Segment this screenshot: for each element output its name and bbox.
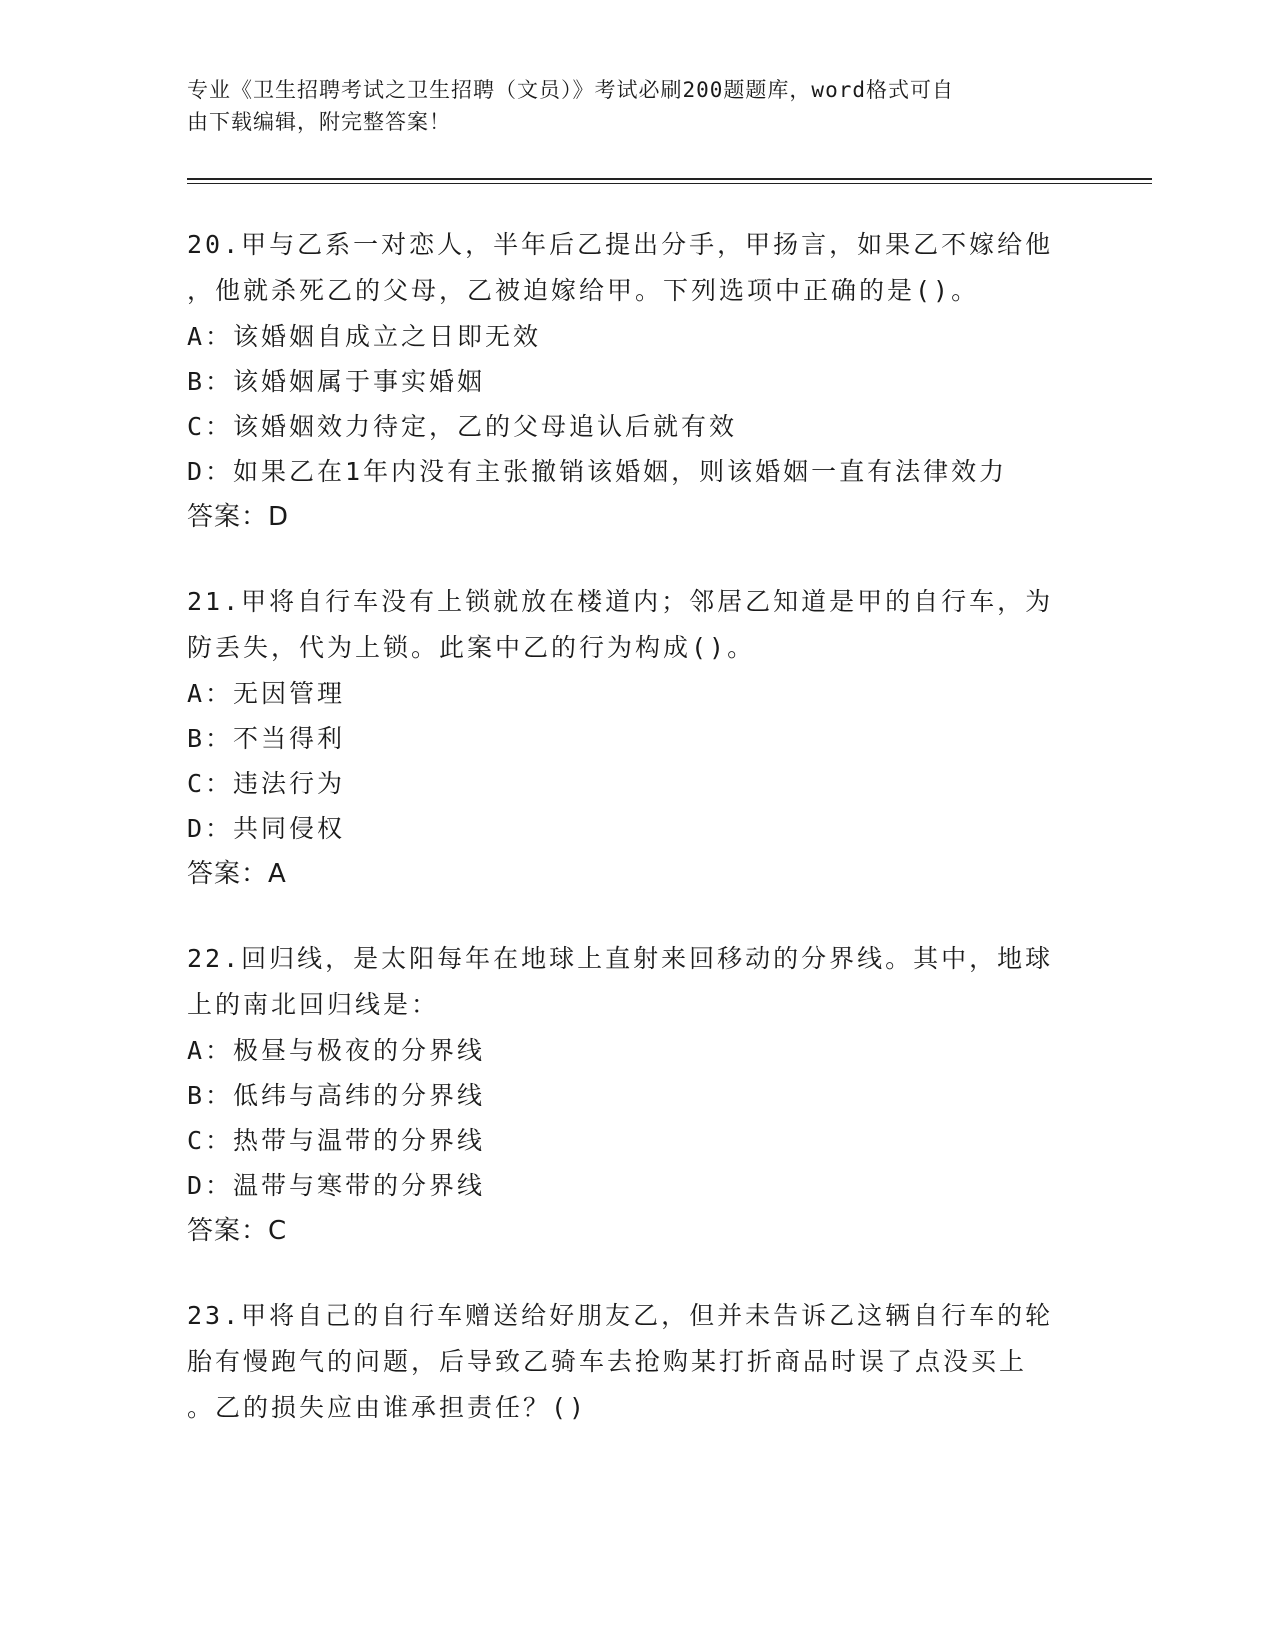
option-b: B：该婚姻属于事实婚姻 bbox=[187, 367, 486, 396]
option-c: C：热带与温带的分界线 bbox=[187, 1126, 486, 1155]
question-stem-line: ，他就杀死乙的父母，乙被迫嫁给甲。下列选项中正确的是()。 bbox=[187, 276, 980, 305]
question-stem-line: 胎有慢跑气的问题，后导致乙骑车去抢购某打折商品时误了点没买上 bbox=[187, 1347, 1028, 1376]
question-stem-line: 22.回归线，是太阳每年在地球上直射来回移动的分界线。其中，地球 bbox=[187, 944, 1054, 973]
header-rule-thick bbox=[187, 178, 1152, 180]
question-stem-line: 防丢失，代为上锁。此案中乙的行为构成()。 bbox=[187, 633, 756, 662]
option-c: C：该婚姻效力待定，乙的父母追认后就有效 bbox=[187, 412, 738, 441]
question-stem-line: 21.甲将自行车没有上锁就放在楼道内；邻居乙知道是甲的自行车，为 bbox=[187, 587, 1054, 616]
question-stem-line: 上的南北回归线是： bbox=[187, 990, 440, 1019]
option-d: D：温带与寒带的分界线 bbox=[187, 1171, 486, 1200]
option-c: C：违法行为 bbox=[187, 769, 346, 798]
option-a: A：该婚姻自成立之日即无效 bbox=[187, 322, 542, 351]
question-stem-line: 20.甲与乙系一对恋人，半年后乙提出分手，甲扬言，如果乙不嫁给他 bbox=[187, 230, 1054, 259]
question-20 bbox=[187, 222, 1067, 540]
answer: 答案：C bbox=[187, 1216, 288, 1246]
option-d: D：共同侵权 bbox=[187, 814, 346, 843]
option-b: B：低纬与高纬的分界线 bbox=[187, 1081, 486, 1110]
question-21 bbox=[187, 579, 1067, 897]
header-line-1: 专业《卫生招聘考试之卫生招聘（文员）》考试必刷200题题库，word格式可自 bbox=[187, 78, 954, 102]
header-rule-thin bbox=[187, 183, 1152, 184]
answer: 答案：A bbox=[187, 859, 287, 889]
answer: 答案：D bbox=[187, 502, 290, 532]
option-a: A：无因管理 bbox=[187, 679, 346, 708]
question-23 bbox=[187, 1293, 1067, 1431]
question-22 bbox=[187, 936, 1067, 1254]
option-a: A：极昼与极夜的分界线 bbox=[187, 1036, 486, 1065]
question-stem-line: 23.甲将自己的自行车赠送给好朋友乙，但并未告诉乙这辆自行车的轮 bbox=[187, 1301, 1054, 1330]
header-line-2: 由下载编辑，附完整答案！ bbox=[187, 110, 451, 134]
document-header bbox=[187, 74, 1067, 138]
option-b: B：不当得利 bbox=[187, 724, 346, 753]
question-stem-line: 。乙的损失应由谁承担责任？() bbox=[187, 1393, 588, 1422]
option-d: D：如果乙在1年内没有主张撤销该婚姻，则该婚姻一直有法律效力 bbox=[187, 457, 1008, 486]
